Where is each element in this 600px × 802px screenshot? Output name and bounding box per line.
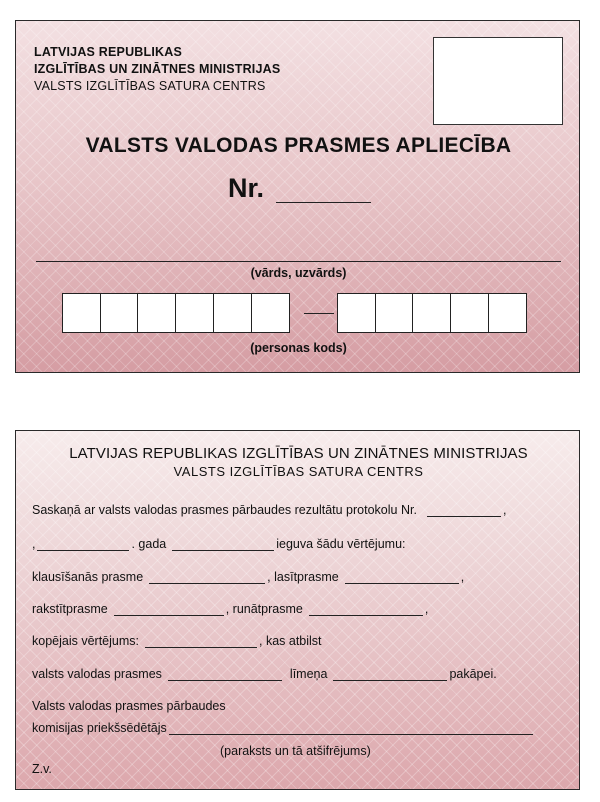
code-box[interactable] [213, 293, 252, 333]
code-box[interactable] [337, 293, 376, 333]
code-box[interactable] [137, 293, 176, 333]
protocol-number-field[interactable] [427, 504, 501, 517]
front-header-line3: VALSTS IZGLĪTĪBAS SATURA CENTRS [34, 79, 266, 93]
date-row [32, 537, 406, 551]
name-field-line[interactable] [36, 261, 561, 262]
reading-label: , lasītprasme [267, 570, 339, 584]
code-box[interactable] [62, 293, 101, 333]
photo-box [433, 37, 563, 125]
commission-label-line2: komisijas priekšsēdētājs [32, 721, 167, 735]
back-header-line1: LATVIJAS REPUBLIKAS IZGLĪTĪBAS UN ZINĀTNES MINISTRIJAS [69, 445, 528, 462]
front-header-line2: IZGLĪTĪBAS UN ZINĀTNES MINISTRIJAS [34, 62, 281, 76]
certificate-back [15, 430, 580, 790]
back-header-line2: VALSTS IZGLĪTĪBAS SATURA CENTRS [173, 464, 424, 479]
writing-label: rakstītprasme [32, 602, 108, 616]
speaking-comma: , [424, 602, 429, 616]
code-dash [304, 313, 334, 314]
personal-code-boxes-right [337, 293, 526, 333]
speaking-label: , runātprasme [225, 602, 303, 616]
name-caption: (vārds, uzvārds) [250, 266, 347, 280]
date-comma: , [32, 537, 36, 551]
protocol-text: Saskaņā ar valsts valodas prasmes pārbaudes rezultātu protokolu Nr. [32, 503, 417, 517]
listening-reading-row [32, 570, 464, 584]
listening-field[interactable] [149, 571, 265, 584]
code-box[interactable] [412, 293, 451, 333]
protocol-comma: , [502, 503, 507, 517]
front-header-line1: LATVIJAS REPUBLIKAS [34, 45, 183, 59]
year-field[interactable] [37, 538, 129, 551]
writing-field[interactable] [114, 603, 224, 616]
received-text: ieguva šādu vērtējumu: [276, 537, 406, 551]
total-row [32, 634, 322, 648]
state-language-label: valsts valodas prasmes [32, 667, 162, 681]
code-box[interactable] [450, 293, 489, 333]
corresponds-label: , kas atbilst [259, 634, 322, 648]
total-label: kopējais vērtējums: [32, 634, 139, 648]
code-box[interactable] [100, 293, 139, 333]
level-label: līmeņa [289, 667, 328, 681]
code-box[interactable] [175, 293, 214, 333]
writing-speaking-row [32, 602, 428, 616]
certificate-front [15, 20, 580, 373]
certificate-title: VALSTS VALODAS PRASMES APLIECĪBA [85, 134, 512, 157]
total-field[interactable] [145, 635, 257, 648]
level-field[interactable] [168, 668, 282, 681]
commission-row2 [32, 721, 535, 735]
number-label: Nr. [228, 173, 265, 203]
gada-label: . gada [131, 537, 167, 551]
number-field-line[interactable] [276, 202, 371, 203]
code-box[interactable] [375, 293, 414, 333]
personal-code-boxes-left [62, 293, 288, 333]
signature-caption: (paraksts un tā atšifrējums) [220, 744, 371, 758]
code-box[interactable] [251, 293, 290, 333]
grade-field[interactable] [333, 668, 447, 681]
protocol-row [32, 503, 506, 517]
seal-label: Z.v. [32, 762, 52, 776]
reading-comma: , [460, 570, 465, 584]
commission-label-line1: Valsts valodas prasmes pārbaudes [32, 699, 226, 713]
personal-code-caption: (personas kods) [250, 341, 347, 355]
code-box[interactable] [488, 293, 527, 333]
reading-field[interactable] [345, 571, 459, 584]
listening-label: klausīšanās prasme [32, 570, 144, 584]
date-field[interactable] [172, 538, 274, 551]
grade-label: pakāpei. [449, 667, 497, 681]
level-row [32, 667, 497, 681]
commission-row1 [32, 699, 226, 713]
chairman-signature-field[interactable] [169, 722, 533, 735]
speaking-field[interactable] [309, 603, 423, 616]
